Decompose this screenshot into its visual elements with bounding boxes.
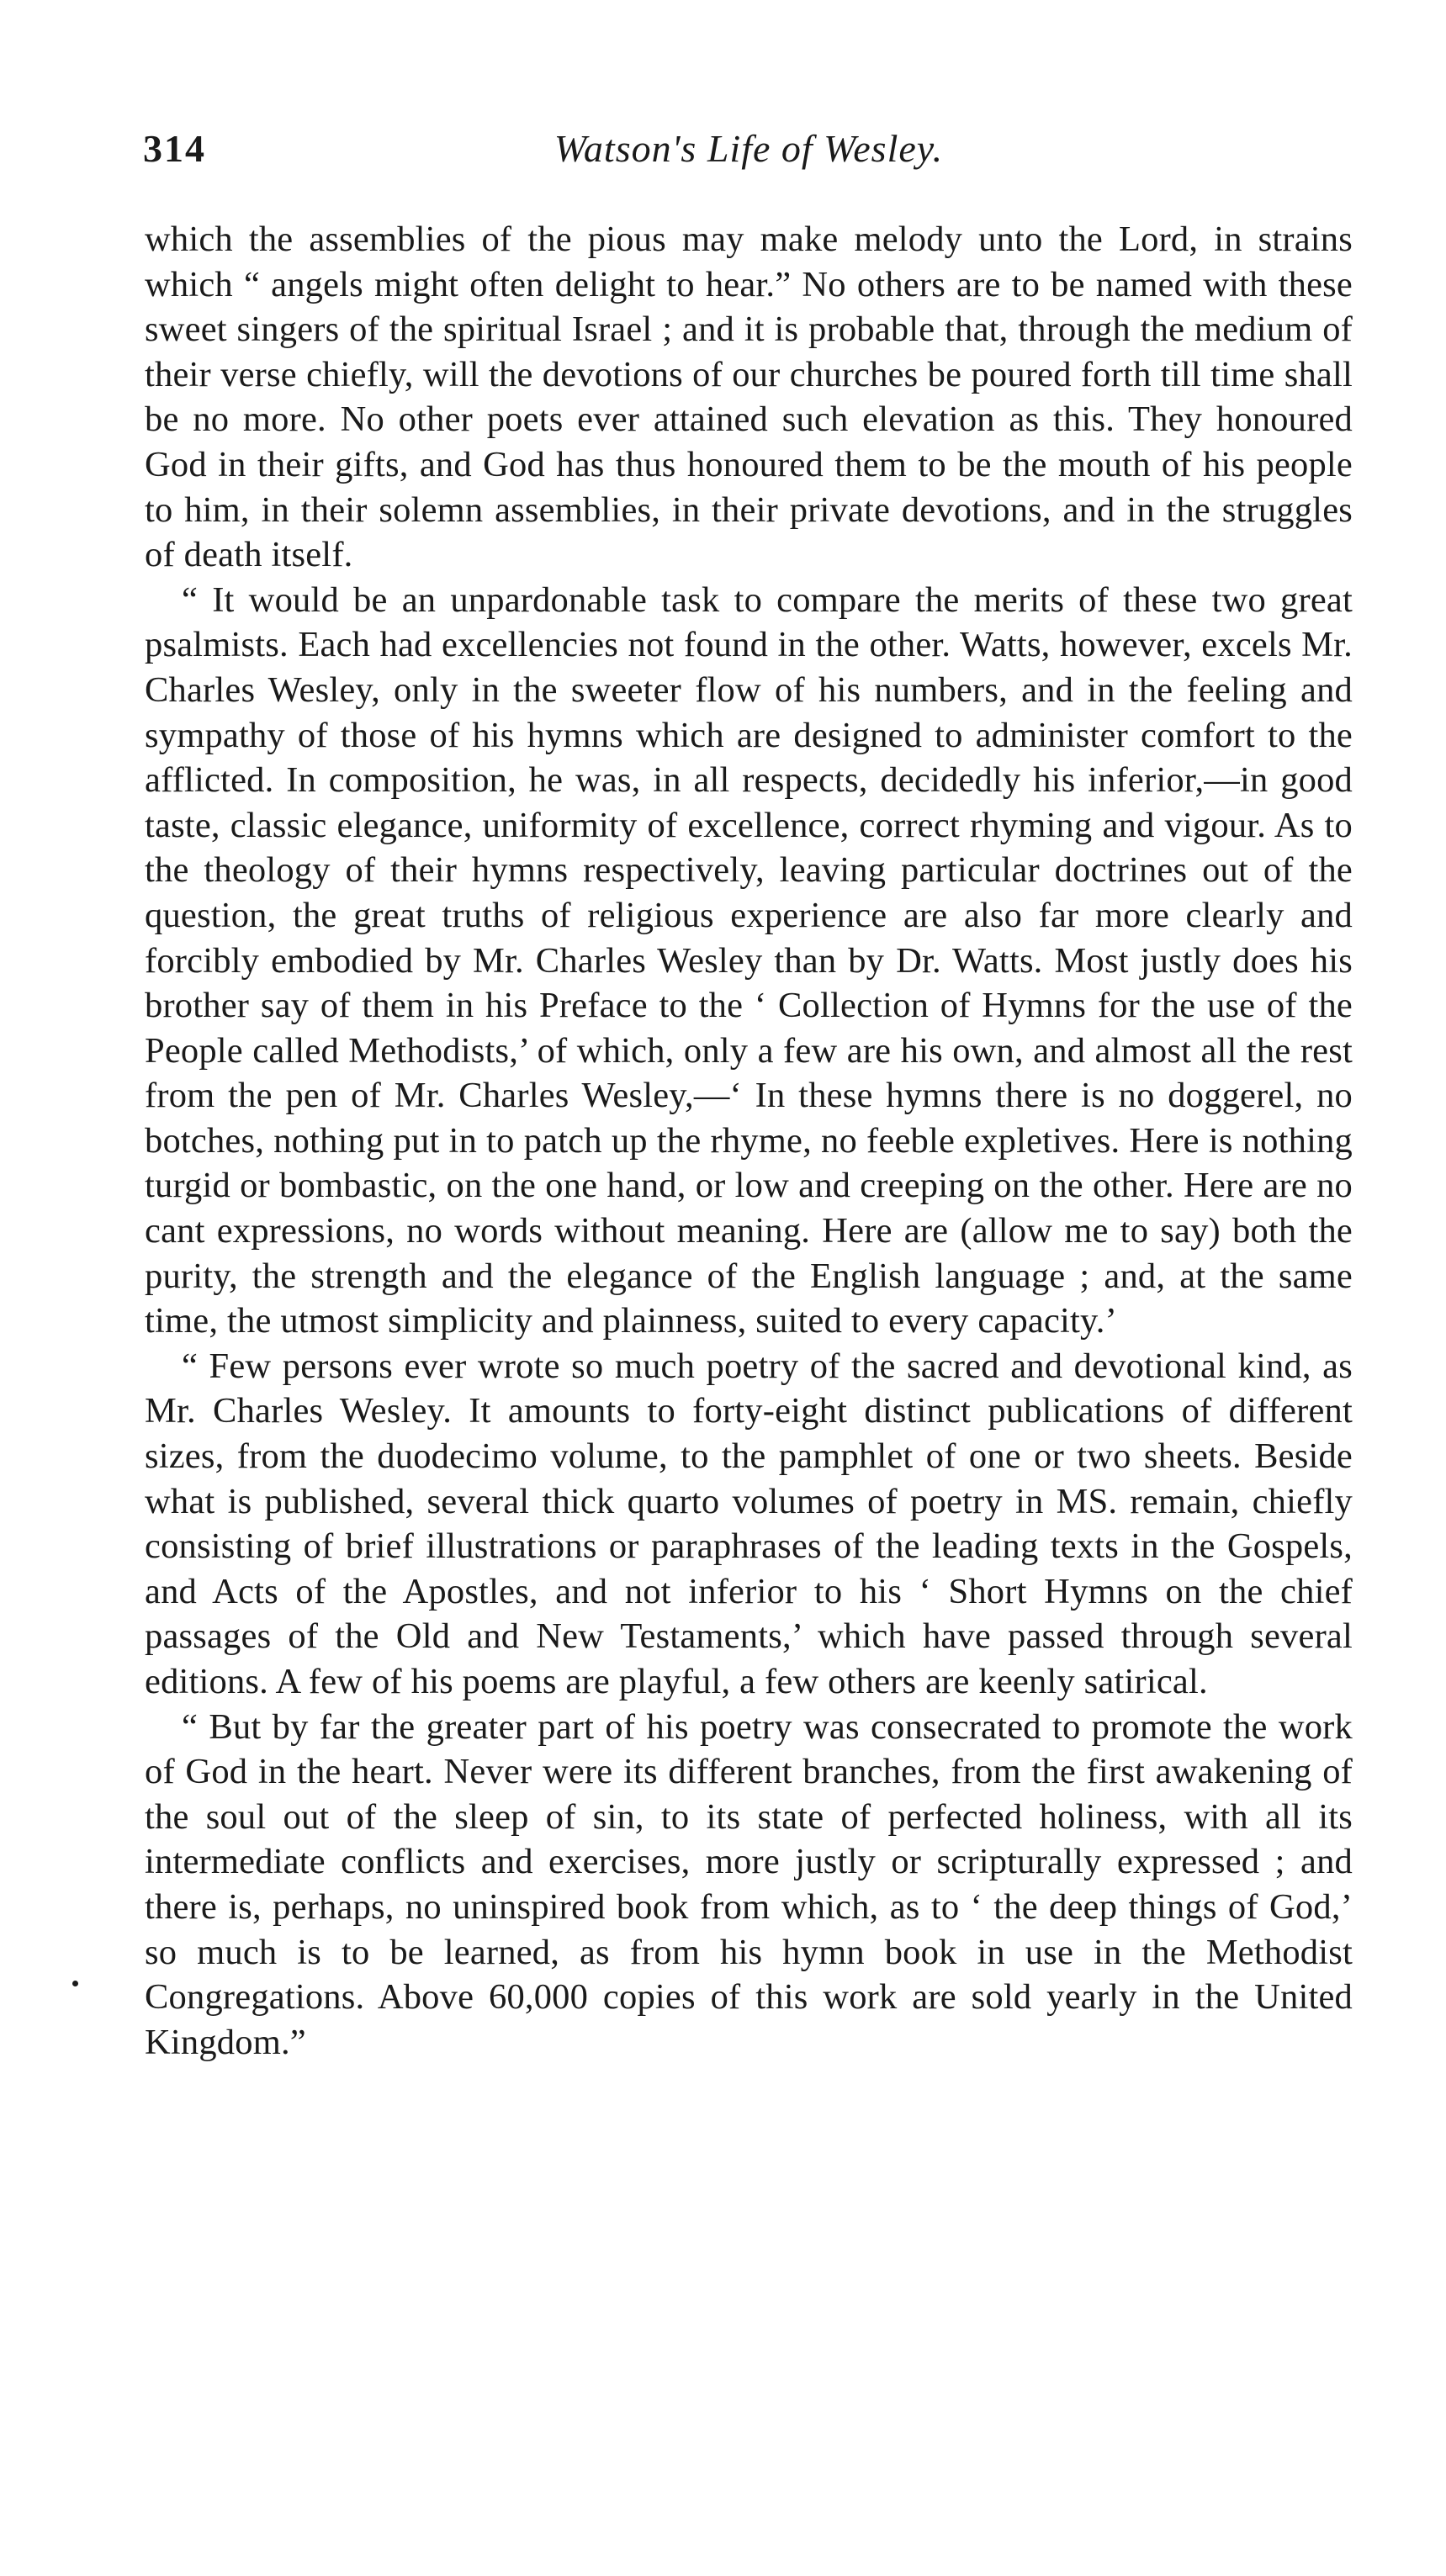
stray-ink-dot [72,1981,78,1986]
paragraph-publications: “ Few persons ever wrote so much poetry of the sacred and devotional kind, as Mr. Charles Wesley. It amounts to forty-eight distinct publications of different sizes, from the duodecimo volume, to the pamphlet of one or two sheets. Beside what is published, several thick quarto volumes of poetry in MS. remain, chiefly consisting of brief illustrations or paraphrases of the leading texts in the Gospels, and Acts of the Apostles, and not inferior to his ‘ Short Hymns on the chief passages of the Old and New Testaments,’ which have passed through several editions. A few of his poems are playful, a few others are keenly satirical. [145,1346,1353,1701]
paragraph-consecrated-poetry: “ But by far the greater part of his poetry was consecrated to promote the work of God in the heart. Never were its different branches, from the first awakening of the soul out of the sleep of sin, to its state of perfected holiness, with all its intermediate conflicts and exercises, more justly or scripturally expressed ; and there is, perhaps, no uninspired book from which, as to ‘ the deep things of God,’ so much is to be learned, as from his hymn book in use in the Methodist Congregations. Above 60,000 copies of this work are sold yearly in the United Kingdom.” [145,1706,1353,2062]
page-number: 314 [143,127,206,170]
running-head [143,126,1354,177]
paragraph-psalmists-comparison: “ It would be an unpardonable task to compare the merits of these two great psalmists. Each had excellencies not found in the other. Watts, however, excels Mr. Charles Wesley, only in the sweeter flow of his numbers, and in the feeling and sympathy of those of his hymns which are designed to administer comfort to the afflicted. In composition, he was, in all respects, decidedly his inferior,—in good taste, classic elegance, uniformity of excellence, correct rhyming and vigour. As to the theology of their hymns respectively, leaving particular doctrines out of the question, the great truths of religious experience are also far more clearly and forcibly embodied by Mr. Charles Wesley than by Dr. Watts. Most justly does his brother say of them in his Preface to the ‘ Collection of Hymns for the use of the People called Methodists,’ of which, only a few are his own, and almost all the rest from the pen of Mr. Charles Wesley,—‘ In these hymns there is no doggerel, no botches, nothing put in to patch up the rhyme, no feeble expletives. Here is nothing turgid or bombastic, on the one hand, or low and creeping on the other. Here are no cant expressions, no words without meaning. Here are (allow me to say) both the purity, the strength and the elegance of the English language ; and, at the same time, the utmost simplicity and plainness, suited to every capacity.’ [145,579,1353,1341]
paragraph-continuation: which the assemblies of the pious may make melody unto the Lord, in strains which “ angels might often delight to hear.” No others are to be named with these sweet singers of the spiritual Israel ; and it is probable that, through the medium of their verse chiefly, will the devotions of our churches be poured forth till time shall be no more. No other poets ever attained such elevation as this. They honoured God in their gifts, and God has thus honoured them to be the mouth of his people to him, in their solemn assemblies, in their private devotions, and in the struggles of death itself. [145,220,1353,575]
running-title: Watson's Life of Wesley. [554,127,944,170]
body-text [145,217,1353,2065]
